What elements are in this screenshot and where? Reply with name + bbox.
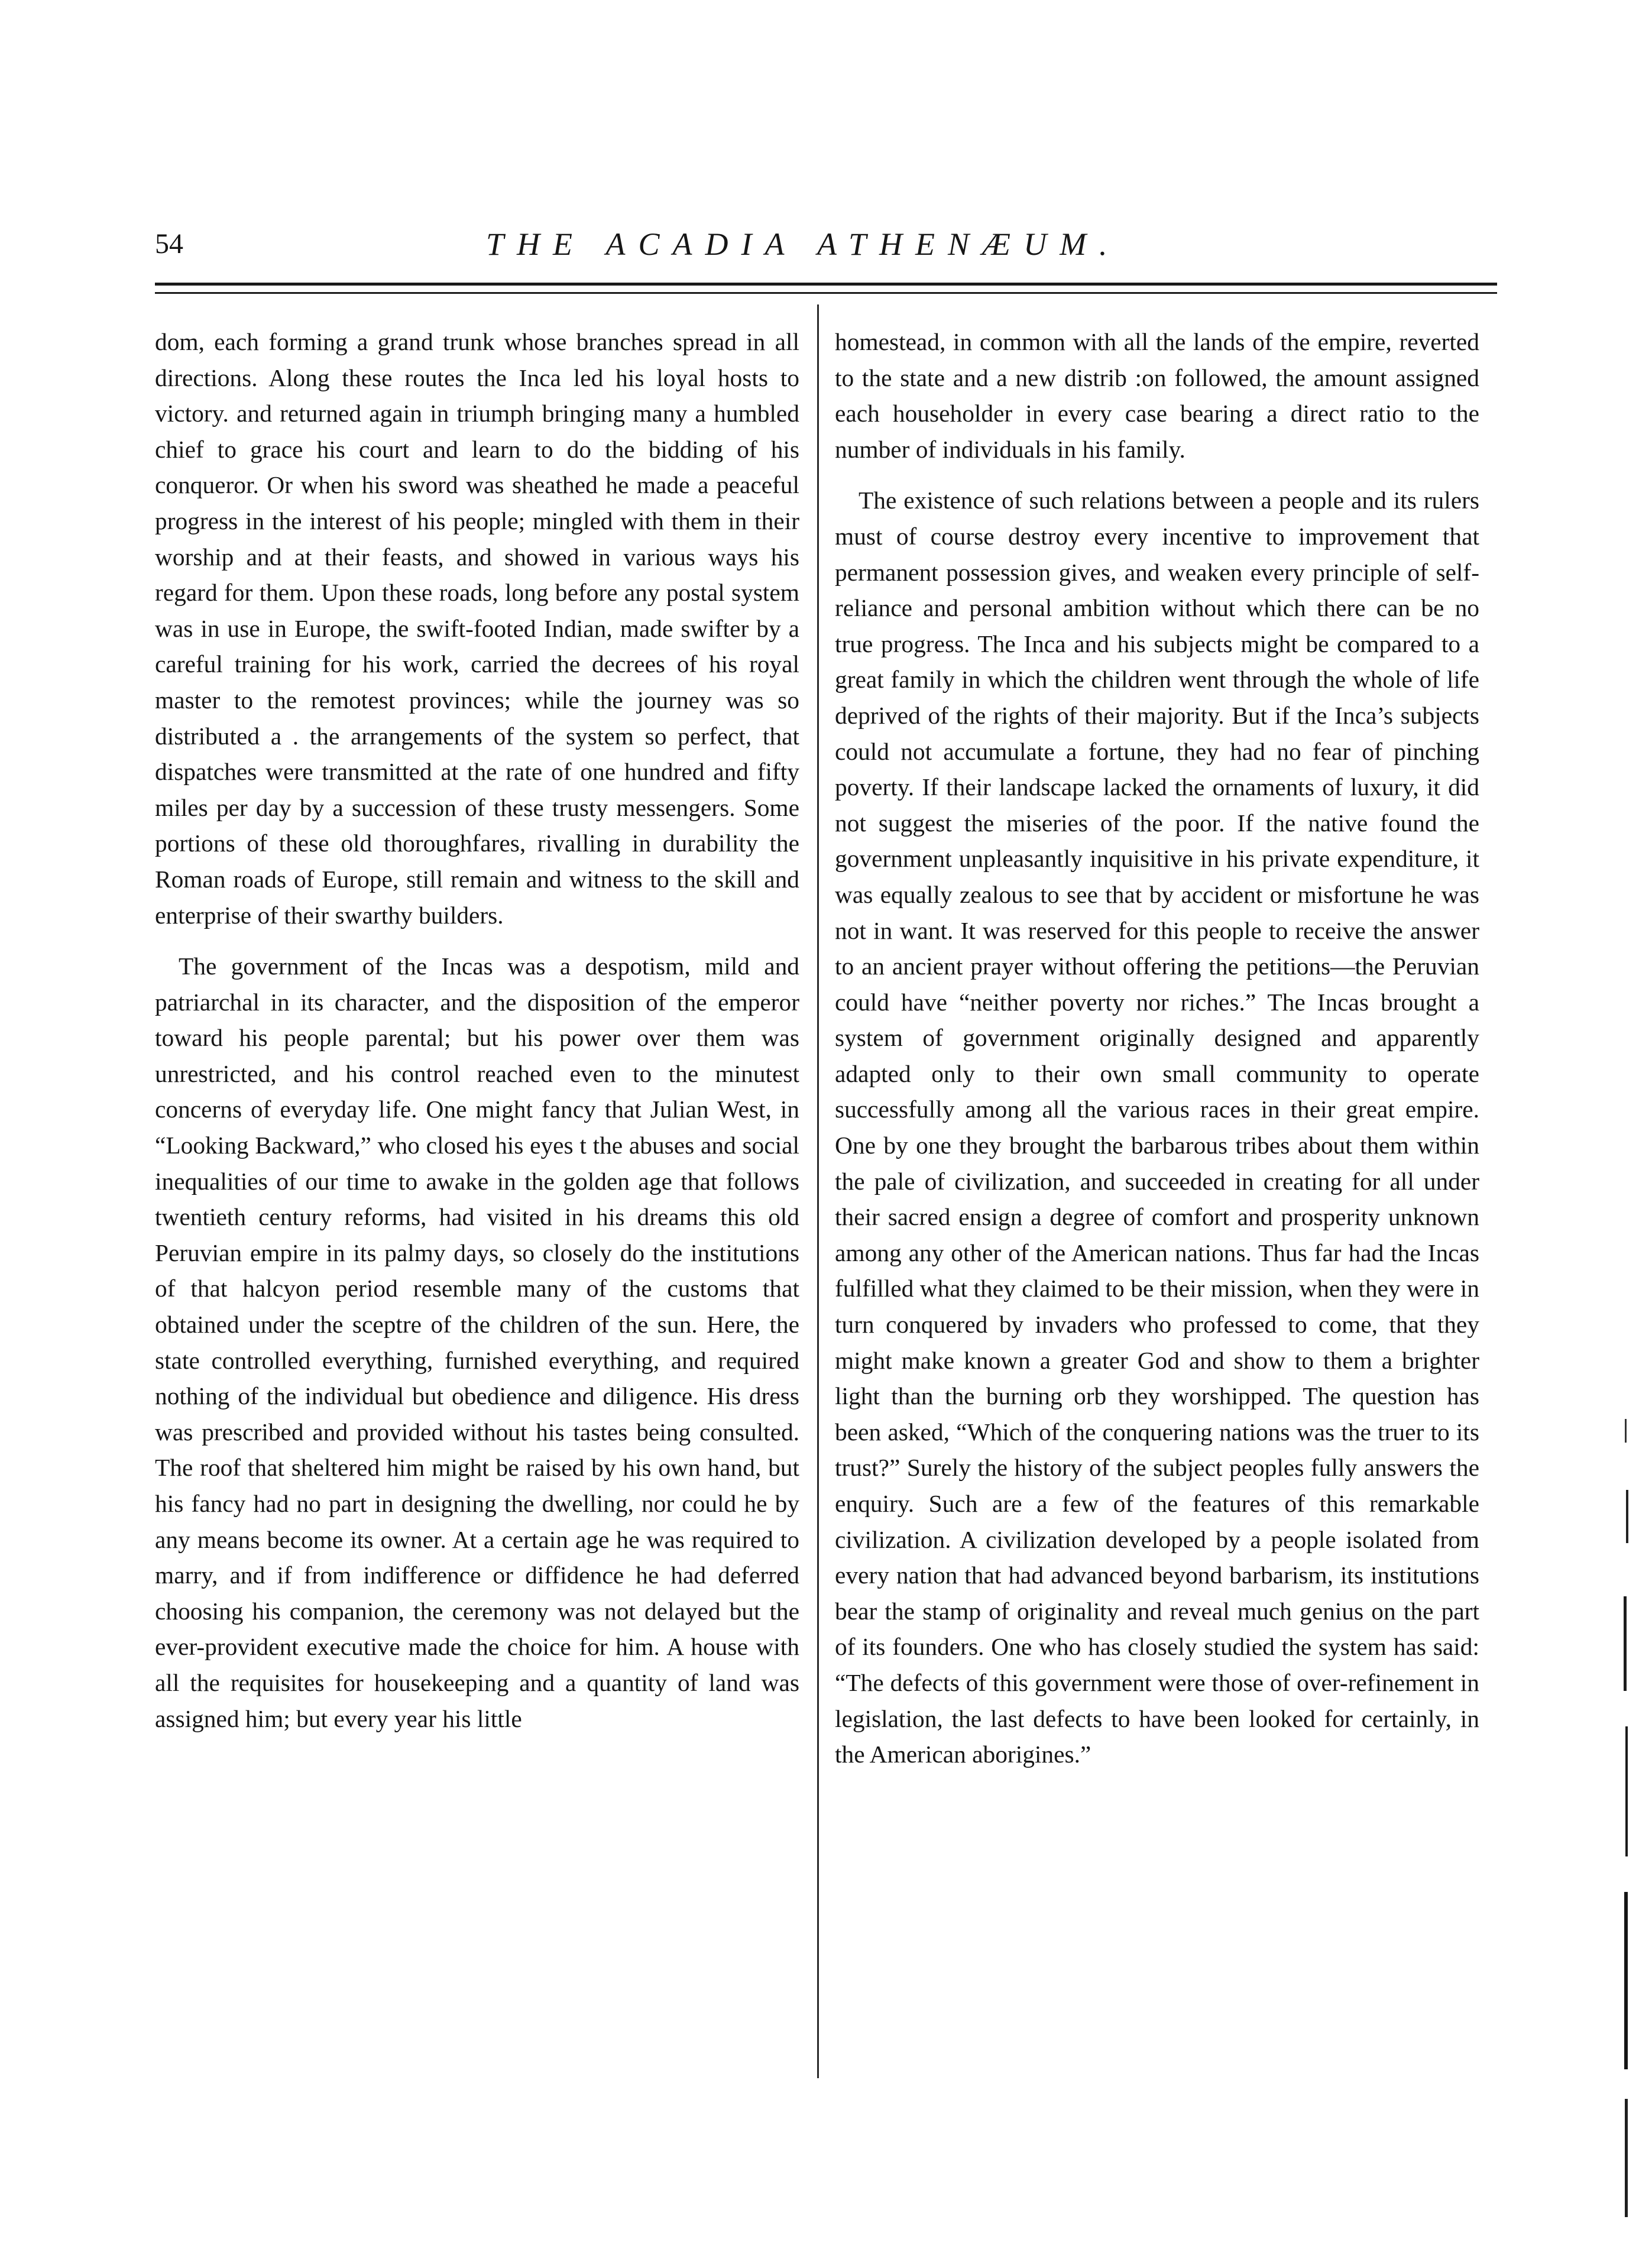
scan-edge-specks [1620,1419,1638,2235]
left-paragraph-2: The government of the Incas was a despotism, mild and patriarchal in its character, and the disposition of the emperor toward his people parental; but his power over them was unrestricted, and his control reached even to the minutest concerns of everyday life. One might fancy that Julian West, in “Looking Backward,” who closed his eyes t the abuses and social inequalities of our time to awake in the golden age that follows twentieth century reforms, had visited in his dreams this old Peruvian empire in its palmy days, so closely do the institutions of that halcyon period resemble many of the customs that obtained under the sceptre of the children of the sun. Here, the state controlled everything, furnished everything, and required nothing of the individual but obedience and diligence. His dress was prescribed and provided without his tastes being consulted. The roof that sheltered him might be raised by his own hand, but his fancy had no part in designing the dwelling, nor could he by any means become its owner. At a certain age he was required to marry, and if from indifference or diffidence he had deferred choosing his companion, the ceremony was not delayed but the ever-provident executive made the choice for him. A house with all the requisites for housekeeping and a quantity of land was assigned him; but every year his little [155,952,799,1732]
column-divider [817,304,819,2078]
left-paragraph-1: dom, each forming a grand trunk whose branches spread in all directions. Along these routes the Inca led his loyal hosts to victory. and returned again in triumph bringing many a humbled chief to grace his court and learn to do the bidding of his conqueror. Or when his sword was sheathed he made a peaceful progress in the interest of his people; mingled with them in their worship and at their feasts, and showed in various ways his regard for them. Upon these roads, long before any postal system was in use in Europe, the swift-footed Indian, made swifter by a careful training for his work, carried the decrees of his royal master to the remotest provinces; while the journey was so distributed a . the arrangements of the system so perfect, that dispatches were transmitted at the rate of one hundred and fifty miles per day by a succession of these trusty messengers. Some portions of these old thoroughfares, rivalling in durability the Roman roads of Europe, still remain and witness to the skill and enterprise of their swarthy builders. [155,328,799,929]
right-column [835,324,1479,1773]
page-number: 54 [155,228,183,260]
left-column [155,324,799,1736]
header-rule-thick [155,283,1497,286]
right-paragraph-2: The existence of such relations between a people and its rulers must of course destroy every incentive to improvement that permanent possession gives, and weaken every principle of self-reliance and personal ambition without which there can be no true progress. The Inca and his subjects might be compared to a great family in which the children went through the whole of life deprived of the rights of their majority. But if the Inca’s subjects could not accumulate a fortune, they had no fear of pinching poverty. If their landscape lacked the ornaments of luxury, it did not suggest the miseries of the poor. If the native found the government unpleasantly inquisitive in his private expenditure, it was equally zealous to see that by accident or misfortune he was not in want. It was reserved for this people to receive the answer to an ancient prayer without offering the petitions—the Peruvian could have “neither poverty nor riches.” The Incas brought a system of government originally designed and apparently adapted only to their own small community to operate successfully among all the various races in their great empire. One by one they brought the barbarous tribes about them within the pale of civilization, and succeeded in creating for all under their sacred ensign a degree of comfort and prosperity unknown among any other of the American nations. Thus far had the Incas fulfilled what they claimed to be their mission, when they were in turn conquered by invaders who professed to come, that they might make known a greater God and show to them a brighter light than the burning orb they worshipped. The question has been asked, “Which of the conquering nations was the truer to its trust?” Surely the history of the subject peoples fully answers the enquiry. Such are a few of the features of this remarkable civilization. A civilization developed by a people isolated from every nation that had advanced beyond barbarism, its institutions bear the stamp of originality and reveal much genius on the part of its founders. One who has closely studied the system has said: “The defects of this government were those of over-refinement in legislation, the last defects to have been looked for certainly, in the American aborigines.” [835,487,1479,1768]
right-paragraph-1: homestead, in common with all the lands of the empire, reverted to the state and a new distrib :on followed, the amount assigned each householder in every case bearing a direct ratio to the number of individuals in his family. [835,328,1479,463]
header-rule-thin [155,292,1497,294]
running-head [155,223,1491,265]
journal-title: THE ACADIA ATHENÆUM. [486,226,1120,262]
